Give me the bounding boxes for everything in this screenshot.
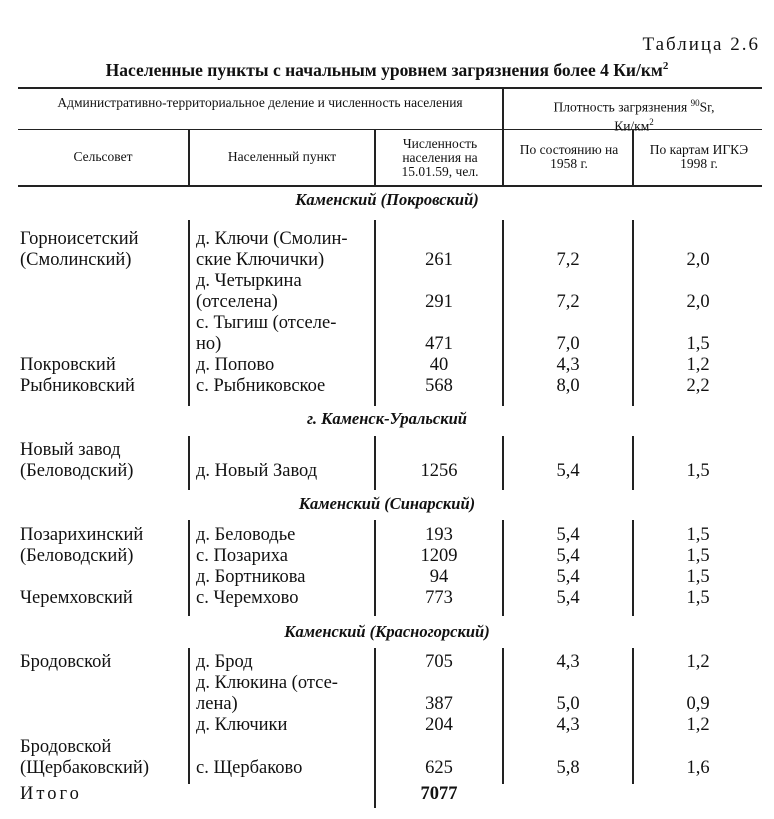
cell-punkt: с. Черемхово: [196, 588, 299, 608]
cell-punkt: с. Щербаково: [196, 758, 303, 778]
rule-top: [18, 87, 762, 89]
rule-subheader: [18, 129, 502, 130]
cell-population: 193: [425, 525, 453, 545]
cell-density-1998: 1,2: [686, 652, 710, 672]
region-title: Каменский (Красногорский): [284, 622, 490, 641]
cell-density-1998: 2,0: [686, 250, 710, 270]
cell-selsovet: Новый завод: [20, 440, 121, 460]
total-label: Итого: [20, 784, 82, 804]
cell-selsovet: Бродовской: [20, 652, 112, 672]
vrule-main-split: [502, 88, 504, 186]
cell-punkt: д. Четыркина: [196, 271, 302, 291]
cell-density-1958: 8,0: [556, 376, 580, 396]
cell-population: 471: [425, 334, 453, 354]
cell-punkt: д. Беловодье: [196, 525, 296, 545]
cell-density-1958: 5,8: [556, 758, 580, 778]
cell-selsovet: Рыбниковский: [20, 376, 135, 396]
vrule-body: [188, 220, 190, 406]
region-title: Каменский (Синарский): [298, 494, 476, 513]
cell-density-1958: 5,0: [556, 694, 580, 714]
cell-density-1958: 7,2: [556, 292, 580, 312]
cell-density-1958: 5,4: [556, 461, 580, 481]
table-number: Таблица 2.6: [642, 34, 760, 55]
total-value: 7077: [420, 784, 458, 804]
cell-density-1998: 1,5: [686, 461, 710, 481]
cell-population: 773: [425, 588, 453, 608]
header-selsovet: Сельсовет: [73, 149, 133, 164]
cell-density-1998: 1,6: [686, 758, 710, 778]
cell-density-1958: 7,2: [556, 250, 580, 270]
cell-punkt: д. Бортникова: [196, 567, 306, 587]
cell-density-1998: 1,5: [686, 588, 710, 608]
cell-density-1958: 5,4: [556, 588, 580, 608]
header-population: Численность населения на 15.01.59, чел.: [401, 136, 479, 179]
cell-punkt: д. Ключи (Смолин-: [196, 229, 348, 249]
cell-density-1998: 1,2: [686, 355, 710, 375]
cell-selsovet: Бродовской: [20, 737, 112, 757]
cell-punkt: с. Позариха: [196, 546, 288, 566]
header-1998: По картам ИГКЭ 1998 г.: [649, 142, 749, 171]
cell-punkt: д. Клюкина (отсе-: [196, 673, 338, 693]
cell-punkt: лена): [196, 694, 238, 714]
cell-density-1958: 4,3: [556, 355, 580, 375]
vrule-body: [188, 436, 190, 490]
vrule-body: [188, 520, 190, 616]
rule-header-bottom: [18, 185, 762, 187]
cell-punkt: но): [196, 334, 222, 354]
cell-density-1958: 5,4: [556, 525, 580, 545]
header-density-group: Плотность загрязнения $^{90}$Sr, $Ки/км^2$: [553, 98, 715, 133]
cell-punkt: с. Рыбниковское: [196, 376, 326, 396]
cell-population: 204: [425, 715, 453, 735]
cell-selsovet: Позарихинский: [20, 525, 144, 545]
cell-population: 705: [425, 652, 453, 672]
cell-selsovet: Горноисетский: [20, 229, 139, 249]
cell-population: 387: [425, 694, 453, 714]
cell-selsovet: (Смолинский): [20, 250, 132, 270]
cell-selsovet: (Беловодский): [20, 461, 134, 481]
cell-density-1958: 5,4: [556, 546, 580, 566]
cell-density-1958: 7,0: [556, 334, 580, 354]
cell-density-1998: 1,5: [686, 334, 710, 354]
cell-punkt: д. Брод: [196, 652, 253, 672]
vrule-h-3: [632, 130, 634, 186]
cell-population: 1256: [420, 461, 458, 481]
cell-punkt: с. Тыгиш (отселе-: [196, 313, 337, 333]
vrule-body: [188, 648, 190, 784]
vrule-h-2: [374, 130, 376, 186]
cell-population: 1209: [420, 546, 458, 566]
cell-punkt: д. Новый Завод: [196, 461, 318, 481]
cell-population: 40: [429, 355, 449, 375]
header-admin-group: Административно-территориальное деление и численность населения: [57, 95, 463, 110]
cell-punkt: ские Ключички): [196, 250, 325, 270]
cell-punkt: д. Ключики: [196, 715, 288, 735]
cell-density-1998: 1,2: [686, 715, 710, 735]
cell-selsovet: (Беловодский): [20, 546, 134, 566]
cell-density-1998: 2,0: [686, 292, 710, 312]
cell-density-1958: 4,3: [556, 652, 580, 672]
cell-punkt: (отселена): [196, 292, 278, 312]
cell-density-1958: 5,4: [556, 567, 580, 587]
cell-population: 291: [425, 292, 453, 312]
cell-density-1998: 2,2: [686, 376, 710, 396]
cell-density-1998: 0,9: [686, 694, 710, 714]
cell-population: 261: [425, 250, 453, 270]
cell-population: 625: [425, 758, 453, 778]
cell-selsovet: Покровский: [20, 355, 116, 375]
cell-punkt: д. Попово: [196, 355, 275, 375]
cell-density-1998: 1,5: [686, 567, 710, 587]
header-1958: По состоянию на 1958 г.: [519, 142, 619, 171]
cell-population: 94: [429, 567, 449, 587]
header-punkt: Населенный пункт: [227, 149, 337, 164]
cell-density-1958: 4,3: [556, 715, 580, 735]
cell-density-1998: 1,5: [686, 525, 710, 545]
cell-selsovet: (Щербаковский): [20, 758, 149, 778]
table-title: Населенные пункты с начальным уровнем загрязнения более 4 $Ки/км^2$: [105, 60, 669, 80]
cell-population: 568: [425, 376, 453, 396]
cell-density-1998: 1,5: [686, 546, 710, 566]
region-title: Каменский (Покровский): [295, 190, 479, 209]
cell-selsovet: Черемховский: [20, 588, 133, 608]
region-title: г. Каменск-Уральский: [307, 409, 467, 428]
